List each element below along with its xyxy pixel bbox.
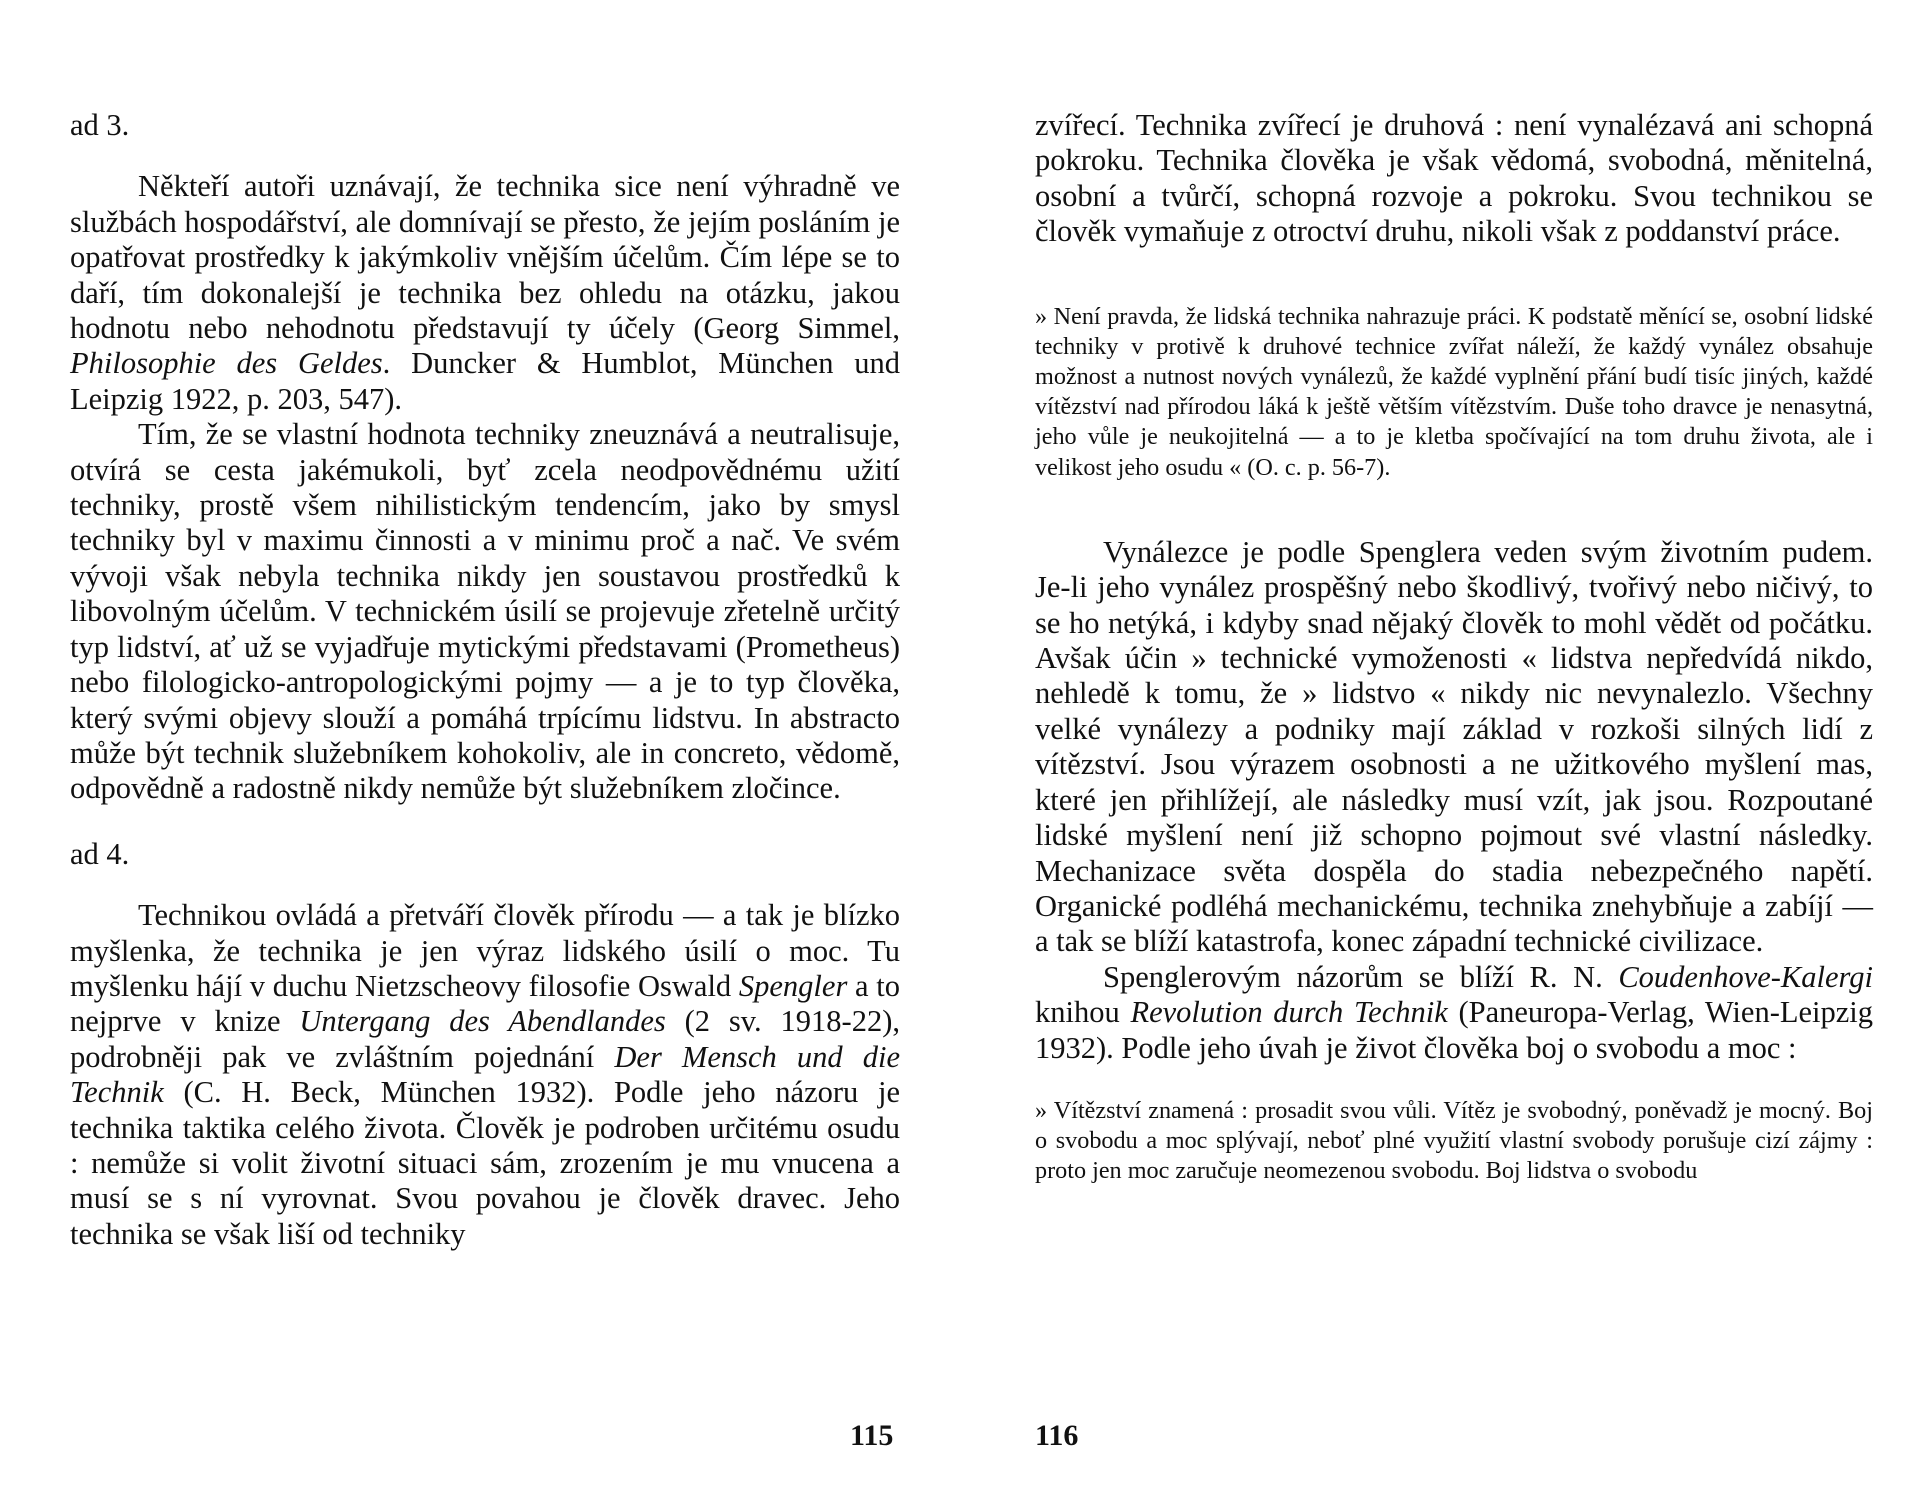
spacer xyxy=(70,807,900,837)
book-title: Philosophie des Geldes xyxy=(70,346,383,381)
text-run: Spenglerovým názorům se blíží R. N. xyxy=(1103,959,1619,994)
paragraph-coudenhove xyxy=(1035,960,1873,1066)
paragraph-simmel xyxy=(70,169,900,417)
paragraph-inventor: Vynálezce je podle Spenglera veden svým životním pudem. Je-li jeho vynález prospěšný nebo škodlivý, tvořivý nebo ničivý, to se ho netýká, i kdyby snad nějaký člověk to mohl vědět od počátku. Avšak účin » technické vymoženosti « lidstva nepředvídá nikdo, nehledě k tomu, že » lidstvo « nikdy nic nevynalezlo. Všechny velké vynálezy a podniky mají základ v rozkoši silných lidí z vítězství. Jsou výrazem osobnosti a ne užitkového myšlení mas, které jen přihlížejí, ale následky musí vzít, jak jsou. Rozpoutané lidské myšlení není již schopno pojmout své vlastní následky. Mechanizace světa dospěla do stadia nebezpečného napětí. Organické podléhá mechanickému, technika znehybňuje a zabíjí — a tak se blíží katastrofa, konec západní technické civilizace. xyxy=(1035,534,1873,959)
paragraph-spengler xyxy=(70,898,900,1252)
book-title: Untergang des Abendlandes xyxy=(299,1004,666,1039)
page-number-left: 115 xyxy=(850,1419,894,1452)
block-quote-coudenhove: » Vítězství znamená : prosadit svou vůli. Vítěz je svobodný, poněvadž je mocný. Boj o svobodu a moc splývají, neboť plné využití vlastní svobody porušuje cizí zájmy : proto jen moc zaručuje neomezenou svobodu. Boj lidstva o svobodu xyxy=(1035,1096,1873,1185)
author-name: Spengler xyxy=(738,968,848,1003)
book-title: Der Mensch und die Technik xyxy=(70,1039,900,1110)
block-quote-spengler: » Není pravda, že lidská technika nahrazuje práci. K podstatě měnící se, osobní lidské techniky v protivě k druhové technice zvířat náleží, že každý vynález obsahuje možnost a nutnost nových vynálezů, že každé vyplnění přání budí tisíc jiných, každé vítězství nad přírodou láká k ještě větším vítězstvím. Duše toho dravce je nenasytná, jeho vůle je neukojitelná — a to je kletba spočívající na tom druhu života, ale i velikost jeho osudu « (O. c. p. 56-7). xyxy=(1035,302,1873,481)
text-run: Technikou ovládá a přetváří člověk přírodu — a tak je blízko myšlenka, že technika je jen výraz lidského úsilí o moc. Tu myšlenku hájí v duchu Nietzscheovy filosofie Oswald xyxy=(70,898,900,1003)
right-page xyxy=(1035,108,1873,1187)
book-title: Revolution durch Technik xyxy=(1130,995,1448,1030)
text-run: Někteří autoři uznávají, že technika sice není výhradně ve službách hospodářství, ale domnívají se přesto, že jejím posláním je opatřovat prostředky k jakýmkoliv vnějším účelům. Čím lépe se to daří, tím dokonalejší je technika bez ohledu na otázku, jakou hodnotu nebo nehodnotu představují ty účely (Georg Simmel, xyxy=(70,169,900,346)
spacer xyxy=(1035,250,1873,302)
text-run: . Duncker & Humblot, München und Leipzig 1922, p. 203, 547). xyxy=(70,346,901,416)
text-run: a to nejprve v knize xyxy=(70,968,900,1039)
page-number-right: 116 xyxy=(1035,1419,1079,1452)
text-run: (Paneuropa-Verlag, Wien-Leipzig 1932). Podle jeho úvah je život člověka boj o svobodu a moc : xyxy=(1035,995,1874,1065)
spacer xyxy=(70,872,900,898)
text-run: (2 sv. 1918-22), podrobněji pak ve zvláštním pojednání xyxy=(70,1004,900,1074)
spacer xyxy=(1035,483,1873,535)
section-heading-3: ad 3. xyxy=(70,108,130,142)
spacer xyxy=(1035,1066,1873,1096)
paragraph-continuation: zvířecí. Technika zvířecí je druhová : není vynalézavá ani schopná pokroku. Technika člověka je však vědomá, svobodná, měnitelná, osobní a tvůrčí, schopná rozvoje a pokroku. Svou technikou se člověk vymaňuje z otroctví druhu, nikoli však z poddanství práce. xyxy=(1035,108,1873,249)
left-page xyxy=(70,108,900,1252)
text-run: (C. H. Beck, München 1932). Podle jeho názoru je technika taktika celého života. Člověk je podroben určitému osudu : nemůže si volit životní situaci sám, zrozením je mu vnucena a musí se s ní vyrovnat. Svou povahou je člověk dravec. Jeho technika se však liší od techniky xyxy=(70,1075,900,1251)
text-run: knihou xyxy=(1035,995,1131,1030)
author-name: Coudenhove-Kalergi xyxy=(1618,959,1873,994)
spacer xyxy=(70,143,900,169)
section-heading-4: ad 4. xyxy=(70,836,130,871)
paragraph-neutralisation: Tím, že se vlastní hodnota techniky zneuznává a neutralisuje, otvírá se cesta jakémukoli, byť zcela neodpovědnému užití techniky, prostě všem nihilistickým tendencím, jako by smysl techniky byl v maximu činnosti a v minimu proč a nač. Ve svém vývoji však nebyla technika nikdy jen soustavou prostředků k libovolným účelům. V technickém úsilí se projevuje zřetelně určitý typ lidství, ať už se vyjadřuje mytickými představami (Prometheus) nebo filologicko-antropologickými pojmy — a je to typ člověka, který svými objevy slouží a pomáhá trpícímu lidstvu. In abstracto může být technik služebníkem kohokoliv, ale in concreto, vědomě, odpovědně a radostně nikdy nemůže být služebníkem zločince. xyxy=(70,417,900,806)
